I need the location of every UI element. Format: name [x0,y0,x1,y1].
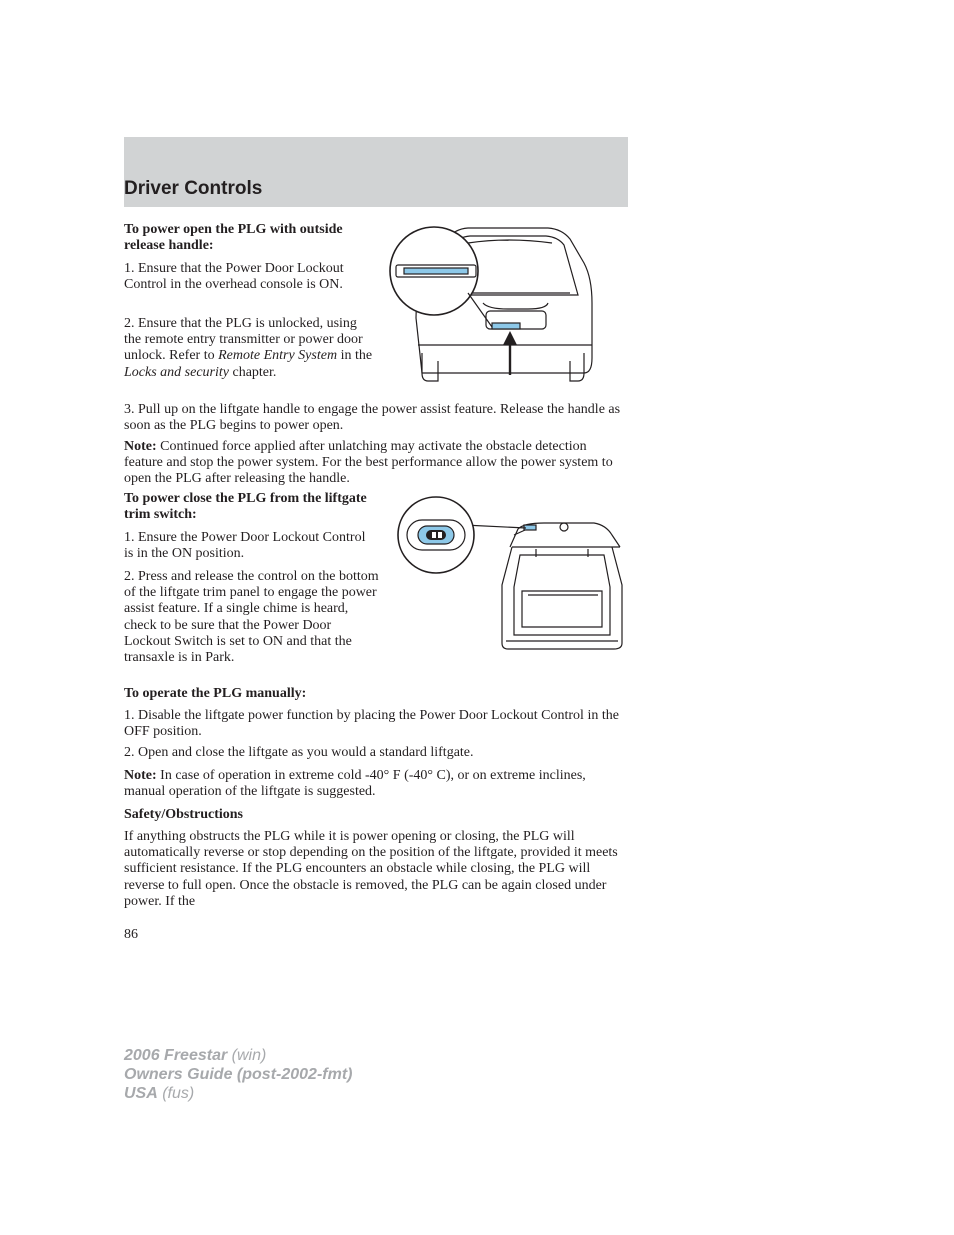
ref-locks-and-security: Locks and security [124,364,229,380]
ref-remote-entry-system: Remote Entry System [218,348,338,364]
footer-line-model: 2006 Freestar (win) [124,1047,267,1064]
manual-step-1: 1. Disable the liftgate power function by placing the Power Door Lockout Control in the OFF position. [124,708,619,740]
liftgate-handle-illustration [388,223,596,385]
section-title: Driver Controls [124,178,263,199]
open-note: Note: Continued force applied after unlatching may activate the obstacle detection feature and stop the power system. For the best performance allow the power system to open the PLG after releasing the handle. [124,439,613,487]
open-step-3: 3. Pull up on the liftgate handle to engage the power assist feature. Release the handle as soon as the PLG begins to power open. [124,402,621,434]
footer-line-guide: Owners Guide (post-2002-fmt) [124,1066,353,1083]
close-step-1: 1. Ensure the Power Door Lockout Control is in the ON position. [124,530,366,562]
manual-step-2: 2. Open and close the liftgate as you would a standard liftgate. [124,745,474,760]
safety-body: If anything obstructs the PLG while it is power opening or closing, the PLG will automatically reverse or stop depending on the position of the liftgate, provided it meets sufficient resistance. If the PLG encounters an obstacle while closing, the PLG will reverse to full open. Once the obstacle is removed, the PLG can be again closed under power. If the [124,829,618,909]
note-label: Note: [124,768,157,783]
liftgate-trim-switch-illustration [394,495,624,653]
open-step-1: 1. Ensure that the Power Door Lockout Control in the overhead console is ON. [124,261,344,293]
note-label: Note: [124,439,157,454]
manual-note: Note: In case of operation in extreme cold -40° F (-40° C), or on extreme inclines, manual operation of the liftgate is suggested. [124,768,586,800]
heading-manual: To operate the PLG manually: [124,686,307,701]
heading-safety-obstructions: Safety/Obstructions [124,807,243,822]
page-number: 86 [124,927,138,942]
open-step-2: 2. Ensure that the PLG is unlocked, using the remote entry transmitter or power door unlock. Refer to Remote Entry System in the Locks and security chapter. [124,316,373,380]
heading-power-open: To power open the PLG with outside release handle: [124,222,343,254]
heading-power-close: To power close the PLG from the liftgate trim switch: [124,491,367,523]
footer-document-id [124,1046,352,1103]
close-step-2: 2. Press and release the control on the bottom of the liftgate trim panel to engage the power assist feature. If a single chime is heard, check to be sure that the Power Door Lockout Switch is set to ON and that the transaxle is in Park. [124,569,379,666]
footer-line-market: USA (fus) [124,1085,195,1102]
